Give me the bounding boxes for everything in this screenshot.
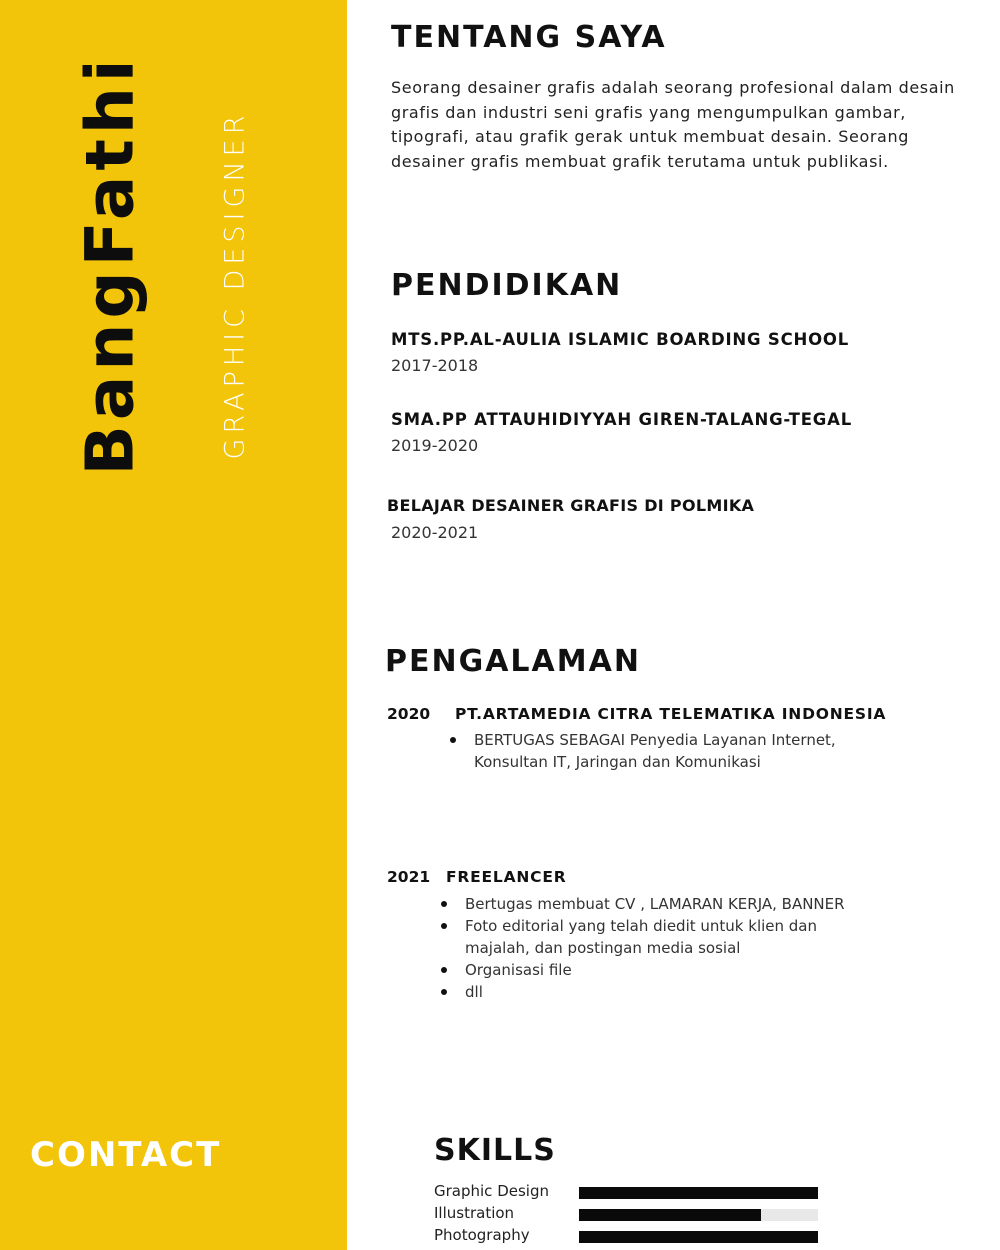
skill-row <box>434 1226 824 1248</box>
experience-company: FREELANCER <box>446 868 567 886</box>
skill-bar-fill <box>579 1231 818 1243</box>
skill-bar-track <box>579 1231 818 1243</box>
skill-bar-fill <box>579 1209 761 1221</box>
name-container <box>65 54 155 476</box>
role-container <box>210 90 260 480</box>
skill-label: Illustration <box>434 1204 515 1222</box>
skill-label: Graphic Design <box>434 1182 549 1200</box>
experience-year: 2021 <box>387 868 431 886</box>
education-years: 2020-2021 <box>391 523 479 542</box>
about-text: Seorang desainer grafis adalah seorang profesional dalam desain grafis dan industri seni grafis yang mengumpulkan gambar, tipografi, atau grafik gerak untuk membuat desain. Seorang desainer grafis membuat grafik terutama untuk publikasi. <box>391 78 955 171</box>
education-years: 2019-2020 <box>391 436 479 455</box>
job-title: GRAPHIC DESIGNER <box>219 110 251 460</box>
list-item: Foto editorial yang telah diedit untuk klien dan majalah, dan postingan media sosial <box>437 915 847 959</box>
education-heading: PENDIDIKAN <box>391 268 623 303</box>
skill-label: Photography <box>434 1226 530 1244</box>
list-item: BERTUGAS SEBAGAI Penyedia Layanan Internet, Konsultan IT, Jaringan dan Komunikasi <box>446 729 846 773</box>
skills-heading: SKILLS <box>434 1133 556 1168</box>
experience-duties <box>446 729 846 773</box>
skill-row <box>434 1204 824 1226</box>
list-item: Bertugas membuat CV , LAMARAN KERJA, BANNER <box>437 893 847 915</box>
experience-duties <box>437 893 847 1003</box>
person-name: BangFathi <box>71 54 149 476</box>
list-item: dll <box>437 981 847 1003</box>
skill-bar-track <box>579 1187 818 1199</box>
experience-company: PT.ARTAMEDIA CITRA TELEMATIKA INDONESIA <box>455 705 887 723</box>
education-school: MTS.PP.AL-AULIA ISLAMIC BOARDING SCHOOL <box>391 330 850 349</box>
education-school: BELAJAR DESAINER GRAFIS DI POLMIKA <box>387 496 755 515</box>
sidebar <box>0 0 347 1250</box>
experience-year: 2020 <box>387 705 431 723</box>
experience-heading: PENGALAMAN <box>385 644 641 679</box>
education-years: 2017-2018 <box>391 356 479 375</box>
skill-bar-track <box>579 1209 818 1221</box>
list-item: Organisasi file <box>437 959 847 981</box>
skill-bar-fill <box>579 1187 818 1199</box>
contact-heading: CONTACT <box>30 1135 222 1175</box>
about-heading: TENTANG SAYA <box>391 20 667 55</box>
education-school: SMA.PP ATTAUHIDIYYAH GIREN-TALANG-TEGAL <box>391 410 853 429</box>
skill-row <box>434 1182 824 1204</box>
